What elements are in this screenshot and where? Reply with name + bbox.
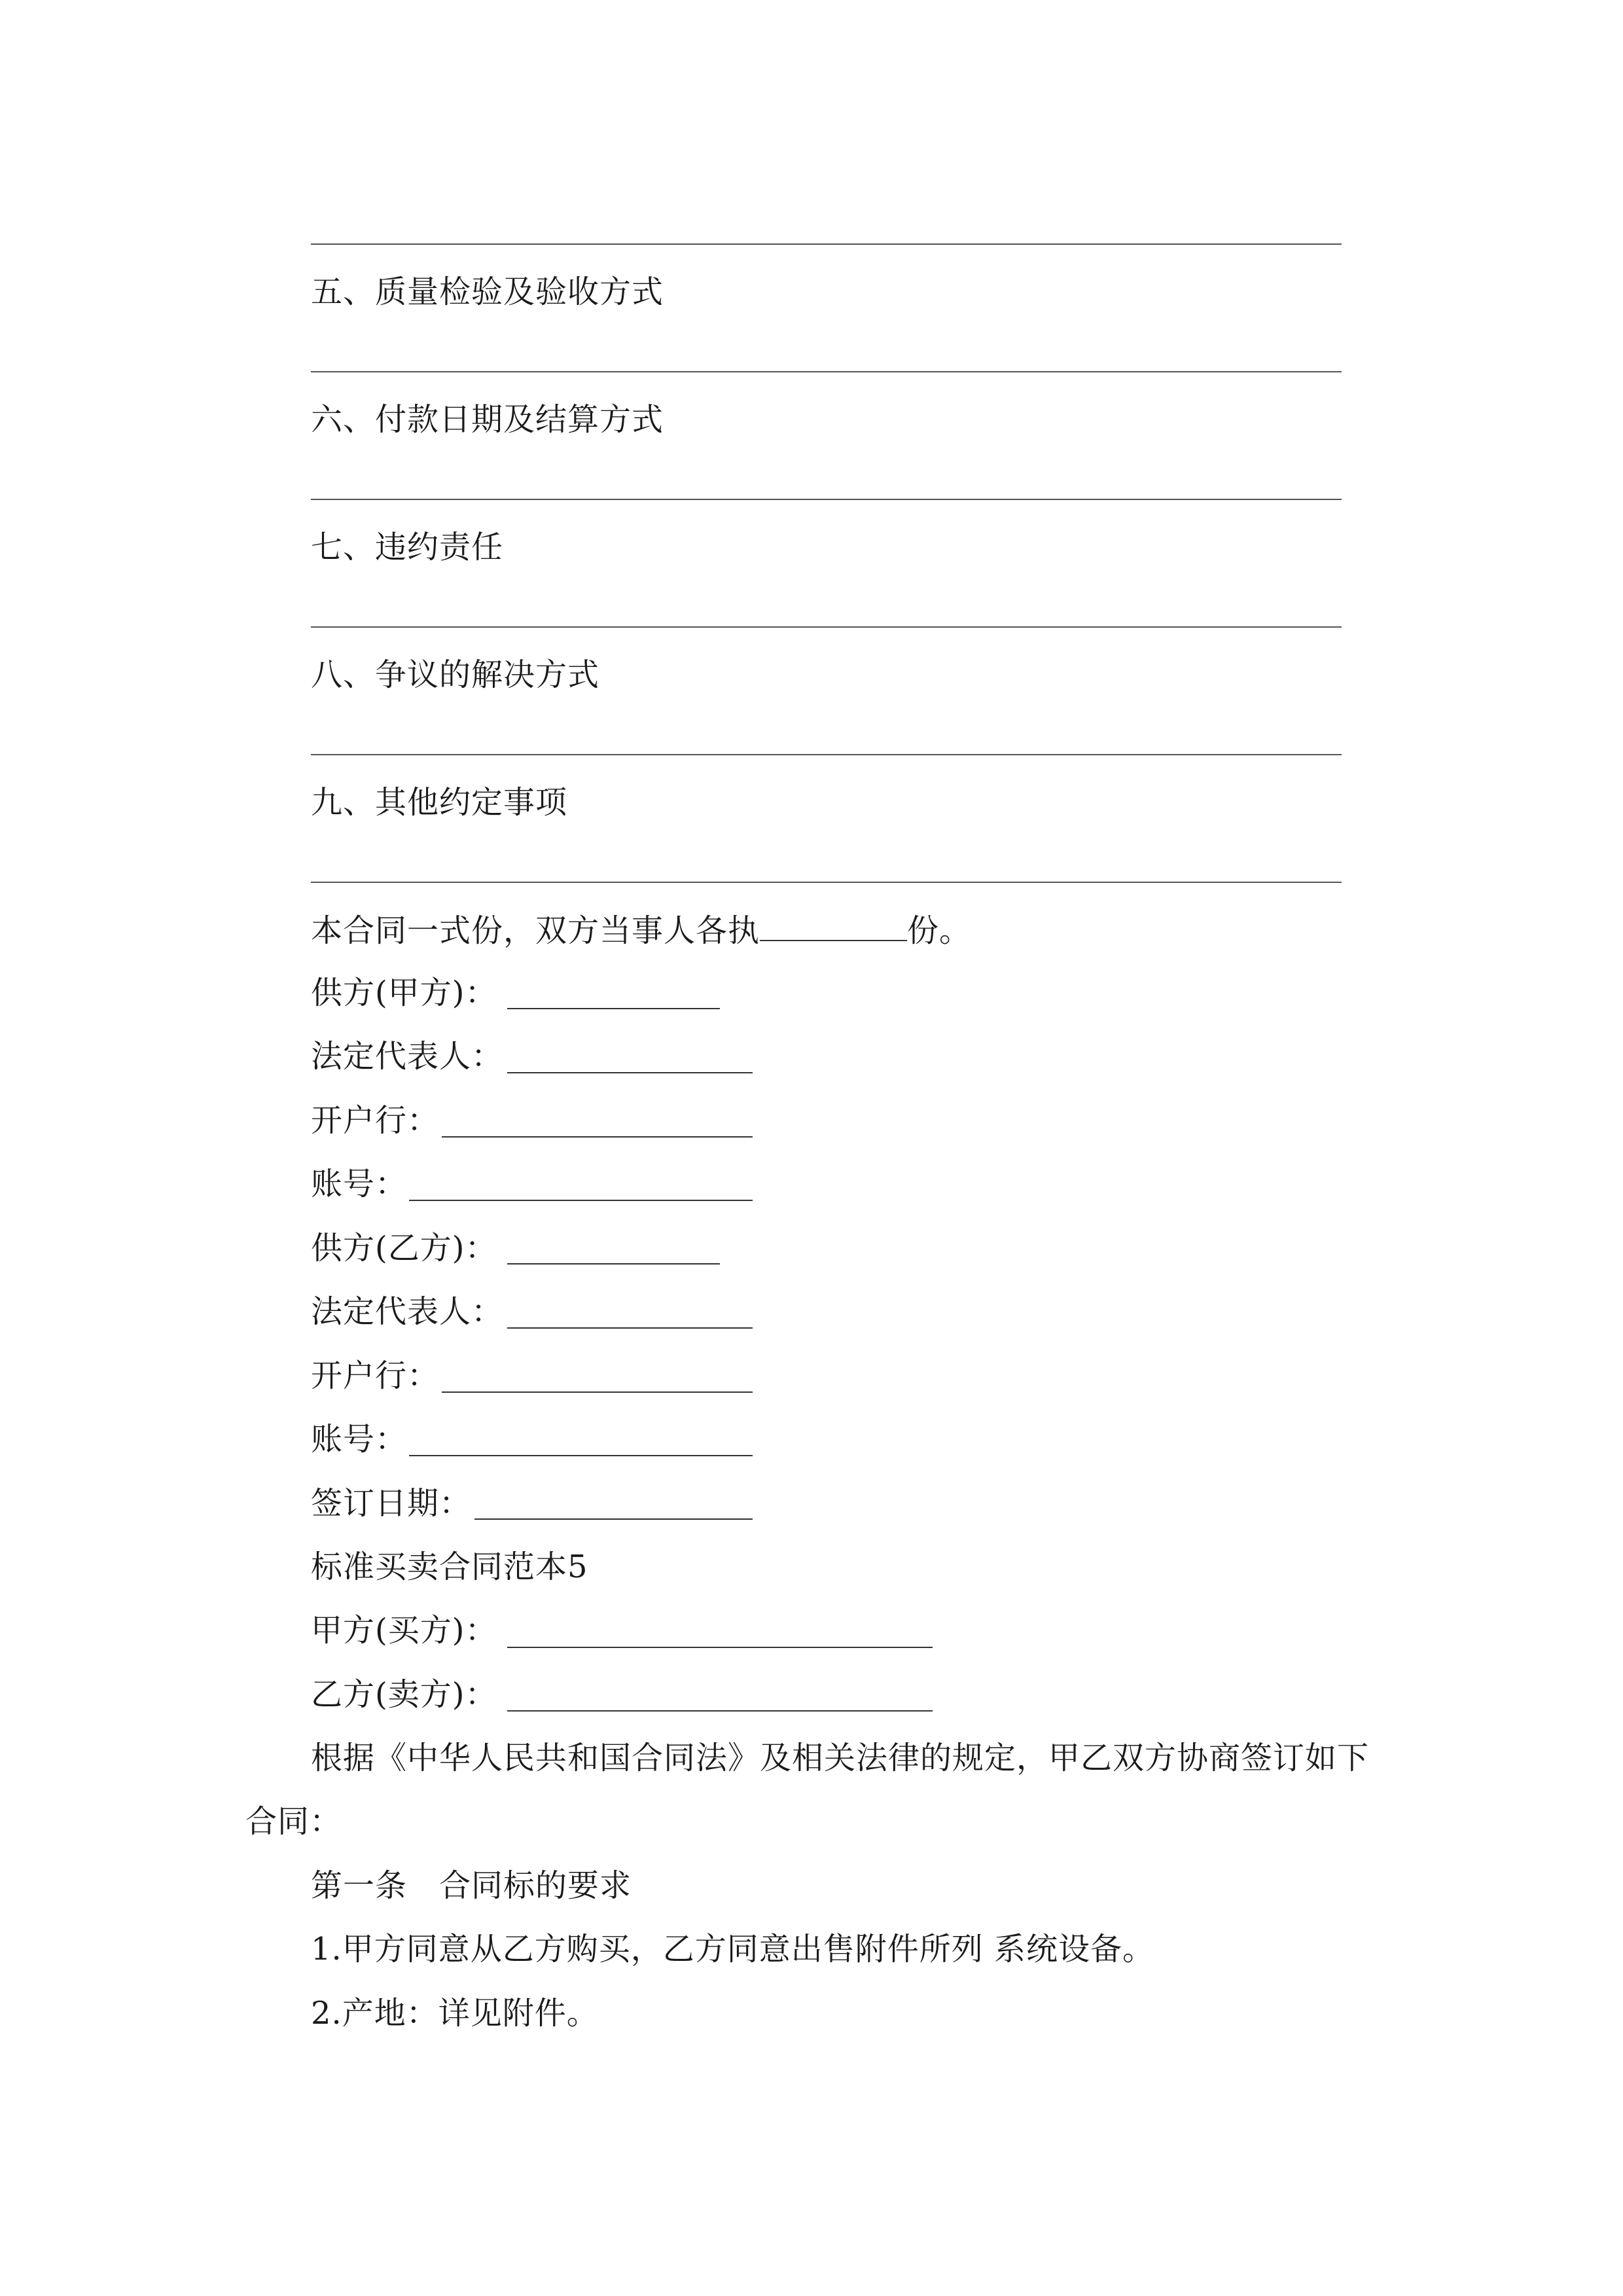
- fill-in-line: [311, 499, 1342, 500]
- supplier-a-blank[interactable]: [507, 1008, 720, 1009]
- contract-5-title: 标准买卖合同范本5: [311, 1549, 588, 1585]
- account-b-label: 账号：: [311, 1421, 408, 1458]
- article-1-item-1: 1.甲方同意从乙方购买，乙方同意出售附件所列 系统设备。: [311, 1931, 1155, 1967]
- fill-in-line: [311, 626, 1342, 628]
- account-b-blank[interactable]: [409, 1455, 753, 1456]
- supplier-b-blank[interactable]: [507, 1263, 720, 1265]
- bank-b-label: 开户行：: [311, 1357, 440, 1394]
- buyer-blank[interactable]: [507, 1647, 933, 1648]
- fill-in-line: [311, 371, 1342, 372]
- section-heading-dispute: 八、争议的解决方式: [311, 656, 600, 693]
- section-heading-liability: 七、违约责任: [311, 529, 504, 565]
- section-heading-quality: 五、质量检验及验收方式: [311, 274, 664, 310]
- legal-rep-a-blank[interactable]: [507, 1072, 753, 1073]
- fill-in-line: [311, 243, 1342, 245]
- bank-a-blank[interactable]: [442, 1136, 753, 1138]
- preamble-line-1: 根据《中华人民共和国合同法》及相关法律的规定，甲乙双方协商签订如下: [311, 1740, 1370, 1776]
- legal-rep-a-label: 法定代表人：: [311, 1038, 504, 1075]
- copies-text-after: 份。: [907, 912, 972, 949]
- section-heading-other: 九、其他约定事项: [311, 784, 568, 821]
- bank-b-blank[interactable]: [442, 1391, 753, 1393]
- seller-label: 乙方(卖方)：: [311, 1676, 497, 1713]
- account-a-label: 账号：: [311, 1166, 408, 1202]
- copies-text-before: 本合同一式份，双方当事人各执: [311, 912, 760, 949]
- sign-date-blank[interactable]: [474, 1518, 753, 1520]
- supplier-b-label: 供方(乙方)：: [311, 1230, 497, 1266]
- section-heading-payment: 六、付款日期及结算方式: [311, 401, 664, 438]
- copies-clause: [311, 910, 971, 950]
- preamble-line-2: 合同：: [245, 1803, 342, 1840]
- seller-blank[interactable]: [507, 1710, 933, 1712]
- legal-rep-b-blank[interactable]: [507, 1327, 753, 1329]
- fill-in-line: [311, 882, 1342, 883]
- bank-a-label: 开户行：: [311, 1102, 440, 1139]
- article-1-heading: 第一条 合同标的要求: [311, 1867, 632, 1904]
- fill-in-line: [311, 754, 1342, 755]
- sign-date-label: 签订日期：: [311, 1485, 472, 1522]
- supplier-a-label: 供方(甲方)：: [311, 975, 497, 1011]
- copies-count-blank[interactable]: [760, 910, 907, 941]
- account-a-blank[interactable]: [409, 1200, 753, 1201]
- article-1-item-2: 2.产地：详见附件。: [311, 1995, 599, 2032]
- legal-rep-b-label: 法定代表人：: [311, 1293, 504, 1330]
- buyer-label: 甲方(买方)：: [311, 1612, 497, 1649]
